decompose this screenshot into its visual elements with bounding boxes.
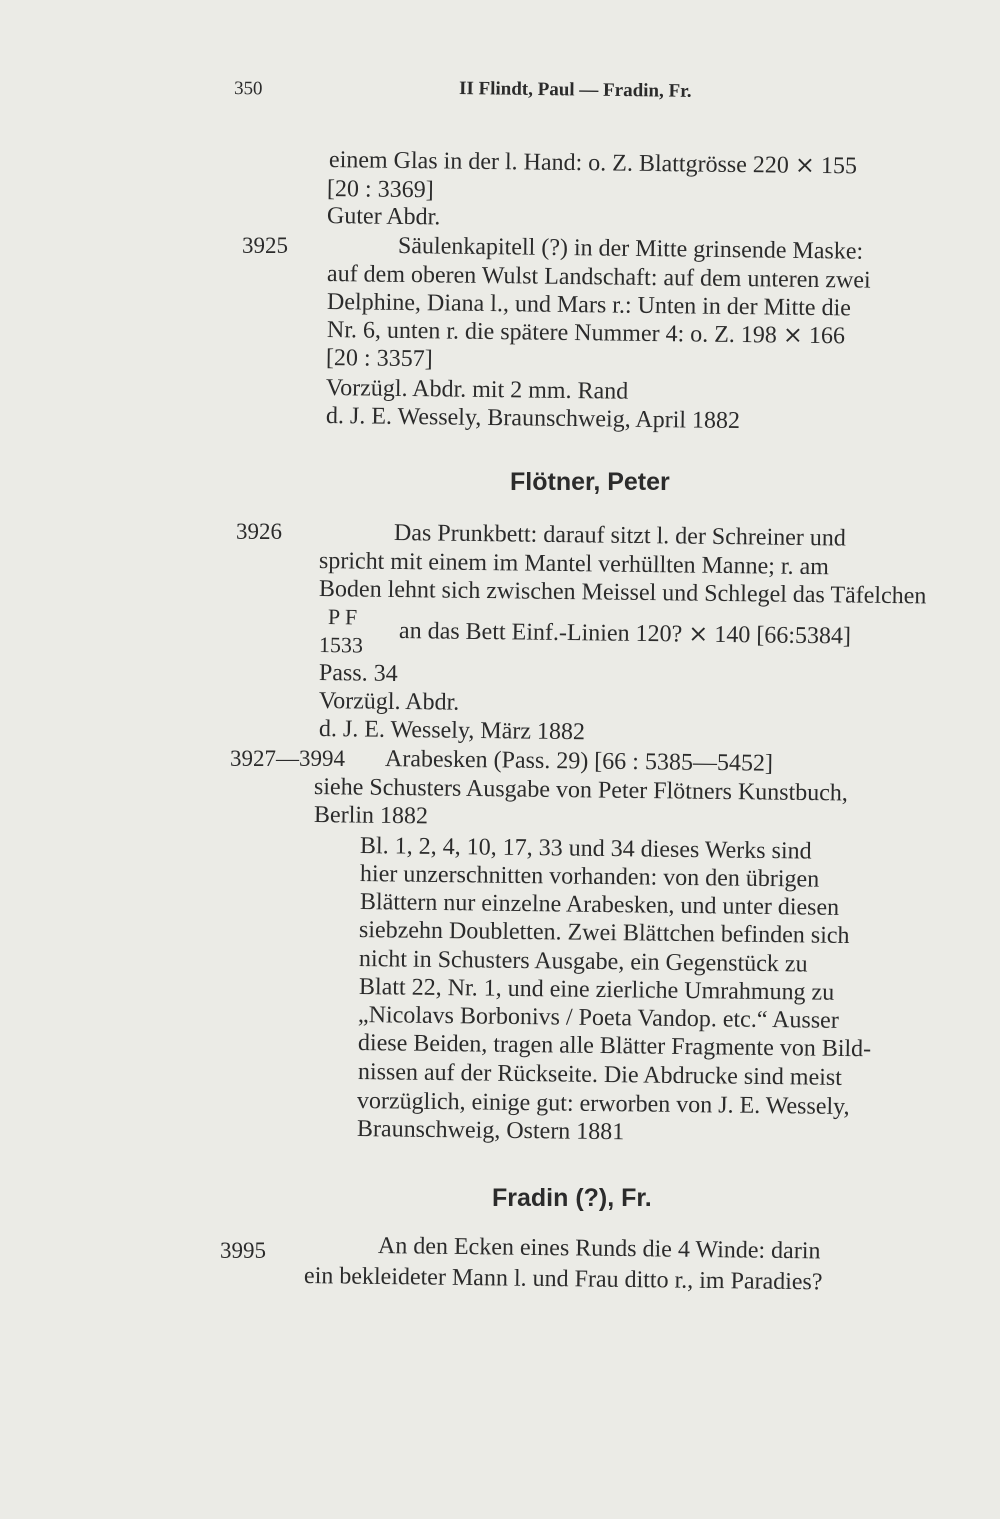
page-number: 350 [233, 78, 263, 100]
entry-3927-first-line: Arabesken (Pass. 29) [66 : 5385—5452] [384, 746, 774, 777]
entry-number-3925: 3925 [242, 233, 288, 258]
entry-3927-note-line-7: „Nicolavs Borbonivs / Poeta Vandop. etc.“ Ausser [357, 1002, 839, 1034]
entry-3926-line-2: spricht mit einem im Mantel verhüllten Manne; r. am [318, 548, 830, 581]
monogram-year: 1533 [318, 632, 364, 658]
entry-3927-note-line-11: Braunschweig, Ostern 1881 [356, 1116, 625, 1146]
entry-3927-note-line-1: Bl. 1, 2, 4, 10, 17, 33 und 34 dieses Werks sind [359, 833, 812, 865]
entry-3927-note-line-9: nissen auf der Rückseite. Die Abdrucke sind meist [357, 1059, 843, 1091]
entry-3927-note-line-6: Blatt 22, Nr. 1, und eine zierliche Umrahmung zu [358, 974, 835, 1006]
entry-3926-provenance: d. J. E. Wessely, März 1882 [318, 716, 586, 746]
entry-3925-line-6: Vorzügl. Abdr. mit 2 mm. Rand [325, 375, 629, 405]
continuation-line-3: Guter Abdr. [326, 203, 441, 231]
entry-3925-line-3: Delphine, Diana l., und Mars r.: Unten in der Mitte die [326, 289, 852, 322]
entry-3927-line-2: Berlin 1882 [313, 802, 429, 830]
entry-3927-note-line-4: siebzehn Doubletten. Zwei Blättchen befinden sich [358, 917, 850, 949]
monogram-letters: P F [327, 604, 358, 630]
entry-3927-line-1: siehe Schusters Ausgabe von Peter Flötners Kunstbuch, [313, 774, 849, 807]
continuation-line-1: einem Glas in der l. Hand: o. Z. Blattgrösse 220 ⨯ 155 [328, 147, 858, 180]
section-heading-fradin: Fradin (?), Fr. [492, 1184, 652, 1212]
entry-number-3926: 3926 [236, 519, 282, 544]
entry-3925-line-1: Säulenkapitell (?) in der Mitte grinsende Maske: [397, 233, 864, 265]
entry-3926-monogram-text: an das Bett Einf.-Linien 120? ⨯ 140 [66:5384] [398, 618, 852, 650]
entry-3926-pass: Pass. 34 [318, 660, 398, 687]
entry-3925-line-5: [20 : 3357] [325, 345, 433, 373]
entry-3927-note-line-3: Blättern nur einzelne Arabesken, und unter diesen [359, 889, 840, 921]
entry-number-3927-3994: 3927—3994 [230, 746, 345, 771]
section-heading-floetner: Flötner, Peter [510, 468, 670, 496]
entry-3926-line-1: Das Prunkbett: darauf sitzt l. der Schreiner und [393, 520, 847, 552]
entry-3995-line-2: ein bekleideter Mann l. und Frau ditto r., im Paradies? [303, 1263, 823, 1296]
continuation-line-2: [20 : 3369] [326, 176, 434, 204]
entry-3926-line-3: Boden lehnt sich zwischen Meissel und Schlegel das Täfelchen [318, 576, 927, 610]
entry-3925-line-2: auf dem oberen Wulst Landschaft: auf dem unteren zwei [326, 261, 871, 294]
entry-3927-note-line-5: nicht in Schusters Ausgabe, ein Gegenstück zu [358, 946, 808, 978]
entry-number-3995: 3995 [220, 1238, 266, 1263]
entry-3926-quality: Vorzügl. Abdr. [318, 688, 460, 716]
entry-3927-note-line-2: hier unzerschnitten vorhanden: von den übrigen [359, 861, 820, 893]
entry-3927-note-line-8: diese Beiden, tragen alle Blätter Fragmente von Bild- [357, 1030, 872, 1063]
entry-3925-line-4: Nr. 6, unten r. die spätere Nummer 4: o. Z. 198 ⨯ 166 [326, 317, 846, 350]
entry-3925-line-7: d. J. E. Wessely, Braunschweig, April 1882 [325, 403, 741, 435]
running-title: II Flindt, Paul — Fradin, Fr. [458, 78, 692, 102]
entry-3927-note-line-10: vorzüglich, einige gut: erworben von J. E. Wessely, [356, 1088, 850, 1121]
entry-3995-line-1: An den Ecken eines Runds die 4 Winde: darin [377, 1233, 821, 1265]
